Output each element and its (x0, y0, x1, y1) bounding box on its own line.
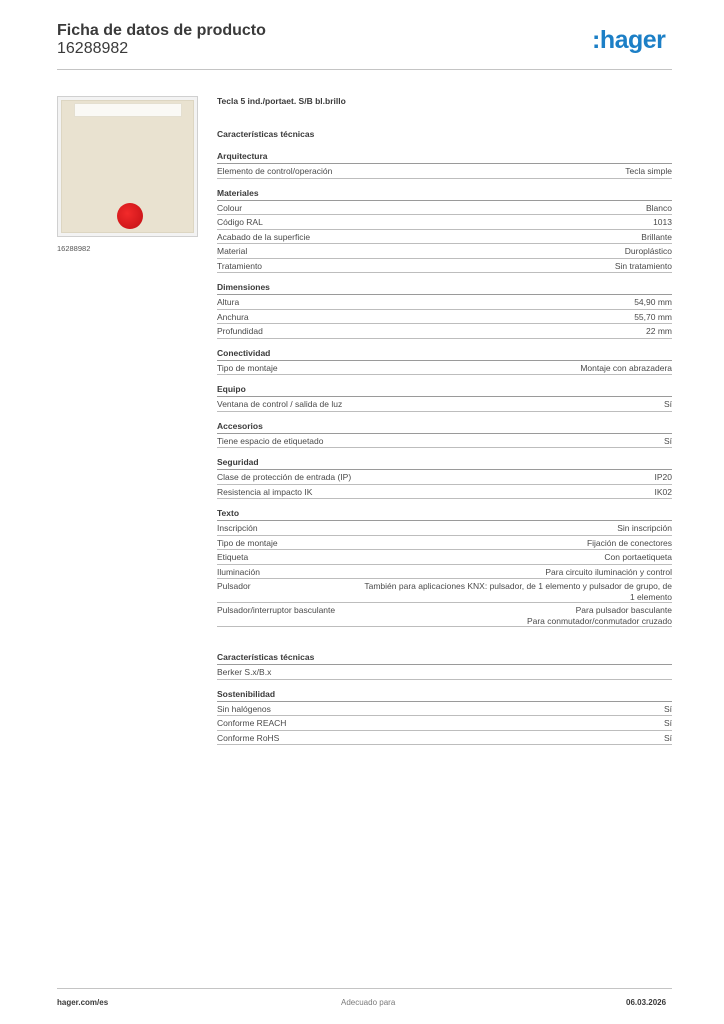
spec-value: IP20 (654, 472, 672, 482)
spec-row (217, 244, 672, 259)
spec-value: 54,90 mm (634, 297, 672, 307)
spec-section (217, 281, 672, 339)
spec-section (217, 383, 672, 412)
spec-section (217, 507, 672, 627)
spec-key: Elemento de control/operación (217, 166, 333, 176)
spec-row (217, 324, 672, 339)
header-divider (57, 69, 672, 70)
spec-key: Berker S.x/B.x (217, 667, 272, 677)
spec-row (217, 536, 672, 551)
spec-row (217, 702, 672, 717)
spec-section (217, 150, 672, 179)
spec-section (217, 456, 672, 499)
technical-title: Características técnicas (217, 129, 315, 139)
spec-row (217, 579, 672, 603)
spec-key: Pulsador/interruptor basculante (217, 605, 336, 615)
spec-key: Ventana de control / salida de luz (217, 399, 343, 409)
logo-text: :hager (592, 26, 666, 54)
spec-key: Tipo de montaje (217, 537, 278, 548)
spec-value: Para pulsador basculante Para conmutador/conmutador cruzado (526, 605, 672, 626)
spec-row (217, 434, 672, 449)
spec-section (217, 347, 672, 376)
footer-divider (57, 988, 672, 989)
spec-key: Sin halógenos (217, 703, 271, 714)
spec-row (217, 295, 672, 310)
spec-value: Sí (663, 732, 672, 743)
spec-key: Tiene espacio de etiquetado (217, 435, 324, 446)
spec-value: Sí (663, 703, 672, 714)
spec-key: Colour (217, 202, 243, 213)
spec-value: 1013 (653, 217, 672, 227)
spec-row (217, 310, 672, 325)
spec-value: Tecla simple (625, 166, 672, 176)
spec-key: Resistencia al impacto IK (217, 486, 313, 497)
spec-key: Conforme RoHS (217, 732, 280, 743)
footer-website: hager.com/es (57, 998, 109, 1007)
footer-suitable: Adecuado para (341, 998, 396, 1007)
spec-row (217, 215, 672, 230)
spec-row (217, 550, 672, 565)
spec-key: Profundidad (217, 326, 263, 336)
spec-value: Brillante (641, 231, 672, 242)
spec-key: Acabado de la superficie (217, 231, 311, 242)
spec-section-series (217, 651, 672, 680)
spec-sections (217, 150, 672, 627)
spec-value: Sí (663, 718, 672, 728)
red-indicator-lamp (117, 203, 143, 229)
spec-section (217, 688, 672, 746)
section-title: Equipo (217, 383, 672, 397)
spec-row (217, 603, 672, 627)
spec-value (660, 667, 672, 679)
spec-value: Con portaetiqueta (604, 552, 672, 562)
section-title: Arquitectura (217, 150, 672, 164)
spec-column (217, 96, 672, 753)
spec-row (217, 521, 672, 536)
hager-logo (592, 26, 674, 58)
footer-date: 06.03.2026 (626, 998, 667, 1007)
spec-value: Sí (663, 399, 672, 409)
spec-key: Tipo de montaje (217, 362, 278, 373)
spec-row (217, 259, 672, 274)
product-number: 16288982 (57, 40, 129, 57)
page-title: Ficha de datos de producto (57, 22, 266, 39)
spec-section (217, 187, 672, 274)
spec-row (217, 565, 672, 580)
spec-key: Conforme REACH (217, 718, 287, 728)
spec-value: 55,70 mm (634, 311, 672, 322)
spec-key: Anchura (217, 311, 249, 322)
spec-key: Pulsador (217, 581, 251, 591)
label-window (74, 103, 182, 117)
spec-value: Sin inscripción (617, 523, 672, 533)
spec-value: Montaje con abrazadera (580, 362, 672, 373)
section-title: Conectividad (217, 347, 672, 361)
spec-row (217, 716, 672, 731)
spec-key: Material (217, 246, 248, 256)
product-plate (61, 100, 194, 233)
section-title: Accesorios (217, 420, 672, 434)
spec-row (217, 201, 672, 216)
section-title: Dimensiones (217, 281, 672, 295)
spec-key: Tratamiento (217, 260, 263, 271)
section-title: Texto (217, 507, 672, 521)
spec-row (217, 164, 672, 179)
product-image-caption: 16288982 (57, 244, 91, 253)
spec-value: Sí (663, 435, 672, 446)
spec-value: Blanco (646, 202, 672, 213)
product-name: Tecla 5 ind./portaet. S/B bl.brillo (217, 96, 346, 106)
spec-key: Clase de protección de entrada (IP) (217, 472, 352, 482)
spec-row (217, 470, 672, 485)
spec-row (217, 665, 672, 680)
spec-value: IK02 (654, 486, 672, 497)
spec-key: Inscripción (217, 523, 258, 533)
spec-key: Etiqueta (217, 552, 249, 562)
spec-value: Duroplástico (624, 246, 672, 256)
spec-row (217, 731, 672, 746)
spec-value: Sin tratamiento (614, 260, 672, 271)
spec-row (217, 485, 672, 500)
section-title: Seguridad (217, 456, 672, 470)
spec-value: Fijación de conectores (586, 537, 672, 548)
spec-key: Código RAL (217, 217, 263, 227)
spec-key: Iluminación (217, 566, 260, 577)
spec-value: Para circuito iluminación y control (545, 566, 672, 577)
spec-value: 22 mm (646, 326, 672, 336)
spec-row (217, 230, 672, 245)
spec-section (217, 420, 672, 449)
spec-row (217, 361, 672, 376)
spec-section-sustainability (217, 688, 672, 746)
spec-key: Altura (217, 297, 240, 307)
spec-value: También para aplicaciones KNX: pulsador, de 1 elemento y pulsador de grupo, de 1 elemento (364, 581, 672, 602)
product-image (57, 96, 198, 237)
spec-row (217, 397, 672, 412)
technical-title-2: Características técnicas (217, 651, 672, 665)
section-title: Materiales (217, 187, 672, 201)
section-title: Sostenibilidad (217, 688, 672, 702)
